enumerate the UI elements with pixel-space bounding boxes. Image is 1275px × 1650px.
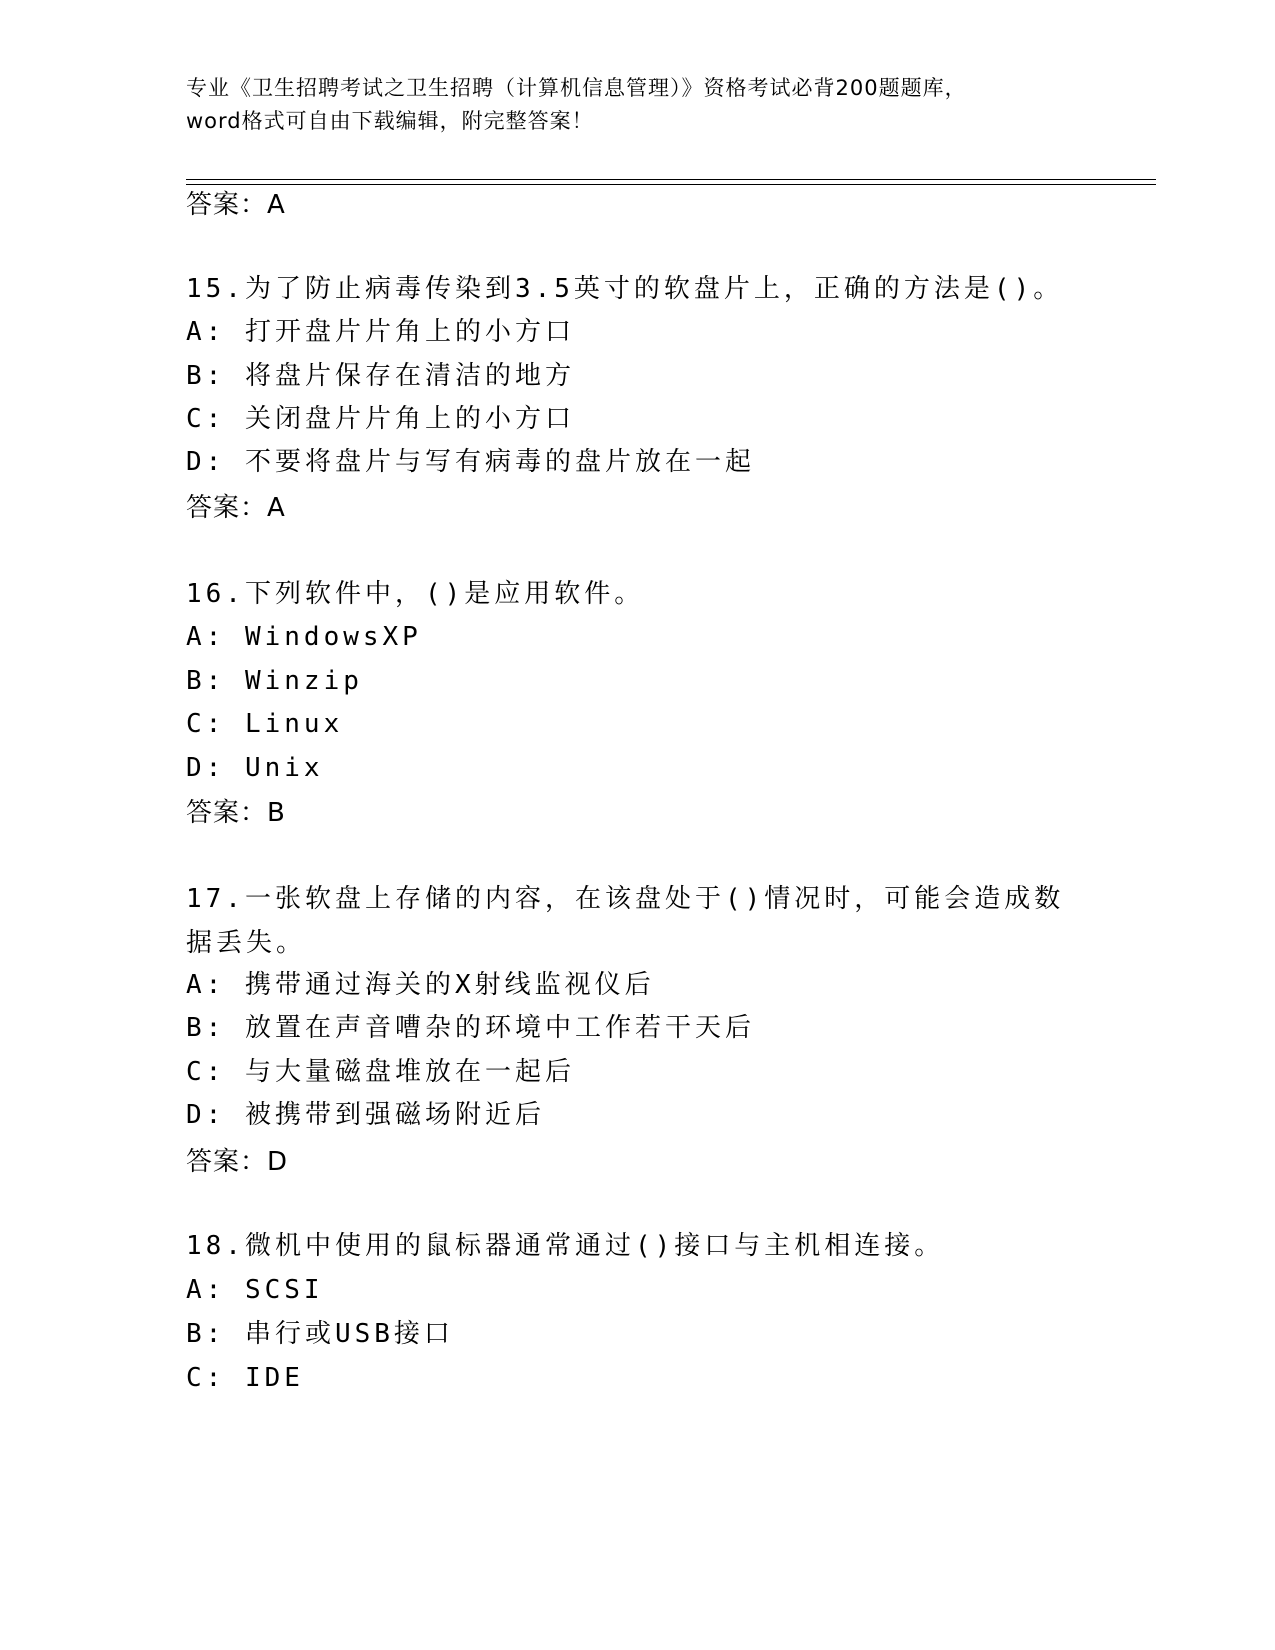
option-c: C: Linux: [186, 709, 344, 739]
header-line-2: word格式可自由下载编辑，附完整答案！: [186, 109, 594, 133]
header-line-1: 专业《卫生招聘考试之卫生招聘（计算机信息管理）》资格考试必背200题题库，: [186, 76, 967, 100]
option-b: B: 串行或USB接口: [186, 1319, 454, 1349]
header-rule-top: [186, 179, 1156, 180]
option-d: D: 不要将盘片与写有病毒的盘片放在一起: [186, 447, 755, 477]
option-b: B: 将盘片保存在清洁的地方: [186, 361, 575, 391]
answer-line: 答案：A: [186, 493, 286, 523]
answer-line: 答案：D: [186, 1147, 289, 1177]
option-a: A: WindowsXP: [186, 622, 422, 652]
document-header: [186, 72, 1086, 138]
answer-line: 答案：B: [186, 798, 286, 828]
option-d: D: 被携带到强磁场附近后: [186, 1100, 545, 1130]
question-text: 17.一张软盘上存储的内容，在该盘处于()情况时，可能会造成数据丢失。: [186, 884, 1065, 958]
option-a: A: 打开盘片片角上的小方口: [186, 317, 575, 347]
option-b: B: 放置在声音嘈杂的环境中工作若干天后: [186, 1013, 755, 1043]
option-c: C: 与大量磁盘堆放在一起后: [186, 1057, 575, 1087]
question-text: 16.下列软件中，()是应用软件。: [186, 579, 645, 609]
option-a: A: 携带通过海关的X射线监视仪后: [186, 970, 655, 1000]
option-b: B: Winzip: [186, 666, 363, 696]
option-c: C: 关闭盘片片角上的小方口: [186, 404, 575, 434]
option-d: D: Unix: [186, 753, 324, 783]
option-a: A: SCSI: [186, 1275, 324, 1305]
header-rule-bottom: [186, 184, 1156, 185]
question-text: 18.微机中使用的鼠标器通常通过()接口与主机相连接。: [186, 1231, 945, 1261]
answer-line: 答案：A: [186, 190, 286, 220]
option-c: C: IDE: [186, 1363, 304, 1393]
question-text: 15.为了防止病毒传染到3.5英寸的软盘片上，正确的方法是()。: [186, 274, 1064, 304]
